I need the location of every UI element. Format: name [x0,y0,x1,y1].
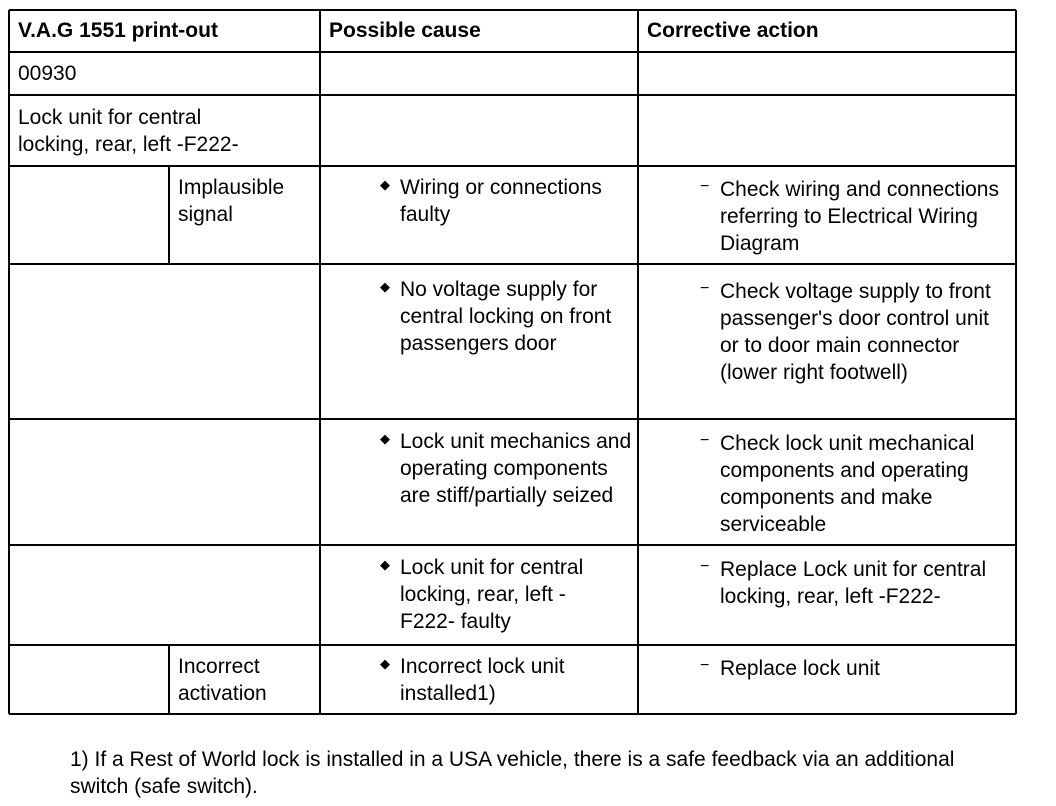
row3-cause-text: Lock unit mechanics and operating components are stiff/partially seized [400,430,632,507]
row1-cause-text: Wiring or connections faulty [400,176,602,226]
header-print-out: V.A.G 1551 print-out [18,19,218,42]
row2-action [700,278,1010,386]
row1-action-text: Check wiring and connections referring to Electrical Wiring Diagram [720,178,999,255]
row4-cause-text: Lock unit for central locking, rear, left -F222- faulty [400,556,584,633]
diamond-bullet-icon: ◆ [380,279,390,294]
dash-bullet-icon: − [700,280,710,297]
row2-cause-text: No voltage supply for central locking on front passengers door [400,278,612,355]
row3-action-text: Check lock unit mechanical components and operating components and make serviceable [720,432,975,536]
row5-action-text: Replace lock unit [720,657,880,680]
row4-action-text: Replace Lock unit for central locking, rear, left -F222- [720,558,987,608]
row2-cause [380,276,632,357]
row5-cause-text: Incorrect lock unit installed1) [400,655,565,705]
row3-cause [380,428,632,509]
diamond-bullet-icon: ◆ [380,557,390,572]
dash-bullet-icon: − [700,558,710,575]
fault-code: 00930 [18,62,77,85]
row1-cause [380,174,630,228]
dash-bullet-icon: − [700,432,710,449]
diamond-bullet-icon: ◆ [380,656,390,671]
dash-bullet-icon: − [700,657,710,674]
row1-action [700,176,1008,257]
row3-action [700,430,1010,538]
header-possible-cause: Possible cause [329,19,481,42]
row5-symptom: Incorrect activation [178,655,267,705]
header-corrective-action: Corrective action [647,19,819,42]
dash-bullet-icon: − [700,178,710,195]
footnote: 1) If a Rest of World lock is installed in a USA vehicle, there is a safe feedback via an additional switch (safe switch). [70,748,955,798]
row2-action-text: Check voltage supply to front passenger's door control unit or to door main connector (lower right footwell) [720,280,991,384]
diamond-bullet-icon: ◆ [380,177,390,192]
row4-cause [380,554,620,635]
row1-symptom: Implausible signal [178,176,285,226]
row5-cause [380,653,620,707]
row4-action [700,556,1000,610]
row5-action [700,655,1000,682]
component-name: Lock unit for central locking, rear, left -F222- [18,106,239,156]
diamond-bullet-icon: ◆ [380,431,390,446]
